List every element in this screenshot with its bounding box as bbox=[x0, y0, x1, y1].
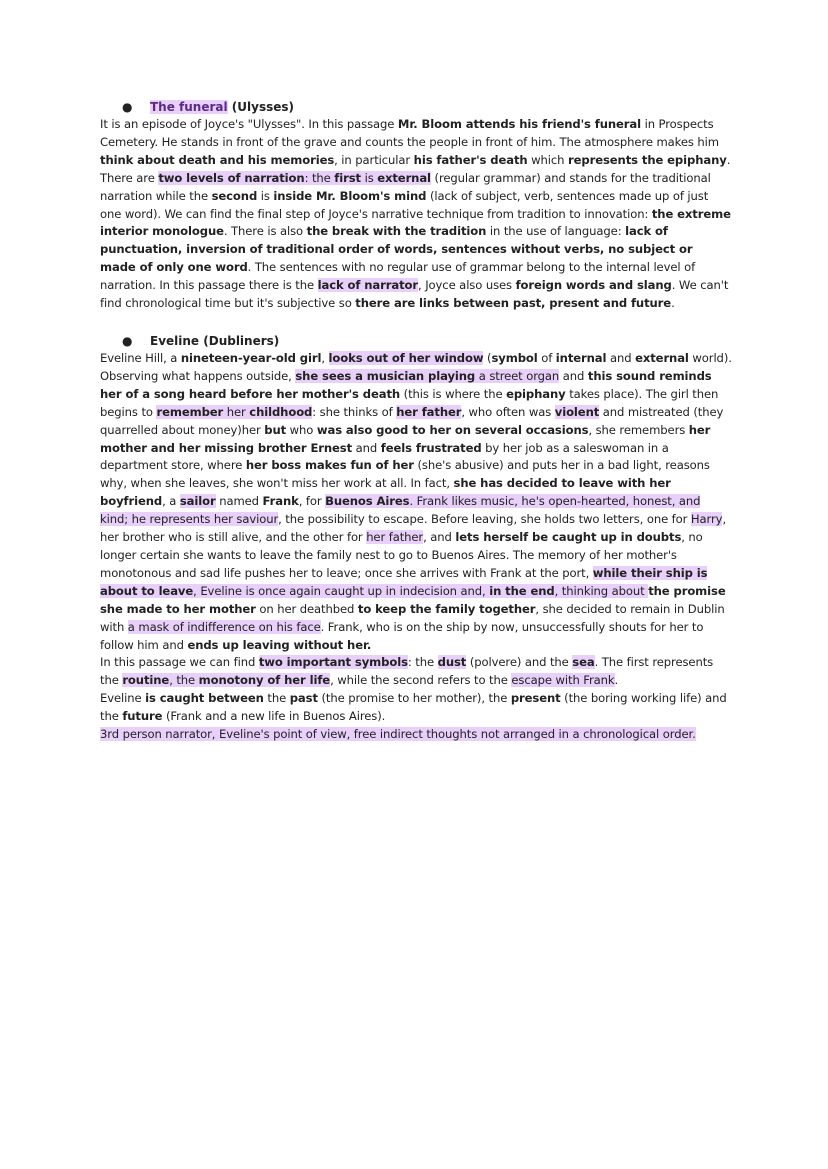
bold-text: past bbox=[289, 691, 318, 706]
highlighted-text: sea bbox=[572, 655, 595, 670]
text-run: takes place). The girl then begins to bbox=[100, 386, 719, 419]
highlighted-text: her bbox=[223, 404, 250, 419]
bullet-icon: ● bbox=[122, 334, 133, 348]
section-body bbox=[100, 116, 732, 313]
text-run: , a bbox=[162, 494, 180, 509]
bold-text: there are links between past, present and future bbox=[355, 296, 672, 311]
highlighted-text: remember bbox=[156, 404, 224, 419]
text-run: , who often was bbox=[461, 404, 555, 419]
bold-text: think about death and his memories bbox=[100, 152, 335, 167]
text-run: . Frank, who is on the ship by now, unsuccessfully shouts for her to follow him and bbox=[100, 619, 704, 652]
text-run: (lack of subject, verb, sentences made up of just one word). We can find the final step of Joyce's narrative technique from tradition to innovation: bbox=[100, 188, 709, 221]
highlighted-text: . Frank likes music, he's open-hearted, honest, and kind; he represents her saviour bbox=[100, 494, 701, 527]
text-run: on her deathbed bbox=[255, 601, 358, 616]
text-run: the bbox=[263, 691, 290, 706]
highlighted-text: dust bbox=[437, 655, 467, 670]
text-run: . There is also bbox=[223, 224, 307, 239]
highlighted-text: lack of narrator bbox=[317, 278, 419, 293]
text-run: Eveline bbox=[100, 691, 146, 706]
bold-text: external bbox=[635, 351, 689, 365]
highlighted-text: , the bbox=[169, 673, 199, 688]
text-run: and bbox=[559, 368, 588, 383]
text-run: Eveline Hill, a bbox=[100, 351, 181, 365]
highlighted-text: violent bbox=[554, 404, 600, 419]
text-run: by her job as a saleswoman in a department store, where bbox=[100, 440, 669, 473]
text-run: (the promise to her mother), the bbox=[317, 691, 511, 706]
highlighted-text: external bbox=[377, 170, 431, 185]
bold-text: lack of punctuation, inversion of traditional order of words, sentences without verbs, no subject or made of only one word bbox=[100, 224, 693, 275]
bold-text: feels frustrated bbox=[380, 440, 482, 455]
highlighted-text: first bbox=[334, 170, 361, 185]
bold-text: her mother and her missing brother Ernest bbox=[100, 422, 711, 455]
text-run: world). Observing what happens outside, bbox=[100, 351, 732, 383]
bold-text: Mr. Bloom attends his friend's funeral bbox=[397, 117, 641, 131]
highlighted-text: two important symbols bbox=[258, 655, 408, 670]
bold-text: but bbox=[264, 422, 287, 437]
text-run: , no longer certain she wants to leave the family nest to go to Buenos Aires. The memory of her mother's monotonous and sad life pushes her to leave; once she arrives with Frank at the port, bbox=[100, 530, 703, 580]
bold-text: inside Mr. Bloom's mind bbox=[273, 188, 427, 203]
text-run: , the possibility to escape. Before leaving, she holds two letters, one for bbox=[278, 512, 691, 527]
highlighted-text: routine bbox=[122, 673, 170, 688]
text-run: and bbox=[606, 351, 636, 365]
bold-text: is caught between bbox=[145, 691, 264, 706]
text-run: in Prospects Cemetery. He stands in front of the grave and counts the people in front of him. The atmosphere makes him bbox=[100, 117, 719, 149]
text-run: (regular grammar) and stands for the traditional narration while the bbox=[100, 170, 711, 203]
bold-text: the promise she made to her mother bbox=[100, 583, 726, 616]
bold-text: this sound reminds her of a song heard before her mother's death bbox=[100, 368, 712, 401]
bold-text: was also good to her on several occasions bbox=[316, 422, 589, 437]
highlighted-text: her father bbox=[396, 404, 462, 419]
text-run: (the boring working life) and the bbox=[100, 691, 727, 724]
text-run: , she decided to remain in Dublin with bbox=[100, 601, 725, 634]
text-run: (polvere) and the bbox=[466, 655, 573, 670]
text-run: is bbox=[257, 188, 274, 203]
highlighted-text: is bbox=[360, 170, 378, 185]
section-heading bbox=[122, 332, 732, 350]
paragraph bbox=[100, 654, 732, 690]
bold-text: ends up leaving without her. bbox=[187, 637, 372, 652]
highlighted-text: : the bbox=[304, 170, 335, 185]
bold-text: to keep the family together bbox=[357, 601, 536, 616]
text-run: (she's abusive) and puts her in a bad light, reasons why, when she leaves, she won't miss her work at all. In fact, bbox=[100, 458, 710, 491]
text-run: . We can't find chronological time but it's subjective so bbox=[100, 278, 729, 311]
bold-text: present bbox=[510, 691, 561, 706]
text-run: (this is where the bbox=[400, 386, 507, 401]
paragraph bbox=[100, 726, 732, 744]
text-run: , her brother who is still alive, and the other for bbox=[100, 512, 727, 545]
highlighted-text: a street organ bbox=[475, 368, 560, 383]
text-run: , she remembers bbox=[588, 422, 689, 437]
text-run: . The first represents the bbox=[100, 655, 714, 688]
heading-text: (Ulysses) bbox=[227, 100, 295, 114]
highlighted-text: Buenos Aires bbox=[325, 494, 410, 509]
text-run: . There are bbox=[100, 152, 731, 185]
highlighted-text: childhood bbox=[249, 404, 313, 419]
bold-text: symbol bbox=[491, 351, 538, 365]
text-run: , and bbox=[423, 530, 456, 545]
text-run: , bbox=[321, 351, 329, 365]
paragraph bbox=[100, 116, 732, 313]
highlighted-text: , thinking about bbox=[554, 583, 649, 598]
highlighted-text: she sees a musician playing bbox=[295, 368, 476, 383]
section-body bbox=[100, 350, 732, 744]
paragraph bbox=[100, 690, 732, 726]
bold-text: nineteen-year-old girl bbox=[180, 351, 322, 365]
text-run: who bbox=[286, 422, 317, 437]
text-run: which bbox=[527, 152, 569, 167]
heading-text: Eveline (Dubliners) bbox=[150, 334, 280, 348]
bold-text: lets herself be caught up in doubts bbox=[455, 530, 682, 545]
text-run: in the use of language: bbox=[486, 224, 626, 239]
text-run: It is an episode of Joyce's "Ulysses". In this passage bbox=[100, 117, 398, 131]
text-run: , in particular bbox=[334, 152, 414, 167]
text-run: , while the second refers to the bbox=[330, 673, 512, 688]
highlighted-text: 3rd person narrator, Eveline's point of view, free indirect thoughts not arranged in a chronological order. bbox=[100, 727, 696, 742]
highlighted-text: her father bbox=[366, 530, 424, 545]
bold-text: represents the epiphany bbox=[568, 152, 727, 167]
section-heading bbox=[122, 98, 732, 116]
bullet-icon: ● bbox=[122, 100, 133, 114]
text-run: and bbox=[352, 440, 381, 455]
text-run: and mistreated (they quarrelled about money)her bbox=[100, 404, 724, 437]
text-run: In this passage we can find bbox=[100, 655, 259, 670]
bold-text: the extreme interior monologue bbox=[100, 206, 731, 239]
bold-text: the break with the tradition bbox=[306, 224, 487, 239]
heading-highlight: The funeral bbox=[150, 100, 228, 114]
text-run: : she thinks of bbox=[312, 404, 397, 419]
highlighted-text: Harry bbox=[690, 512, 723, 527]
bold-text: future bbox=[122, 709, 163, 724]
highlighted-text: , Eveline is once again caught up in indecision and, bbox=[193, 583, 490, 598]
text-run: , Joyce also uses bbox=[418, 278, 516, 293]
bold-text: internal bbox=[555, 351, 607, 365]
paragraph bbox=[100, 350, 732, 654]
highlighted-text: a mask of indifference on his face bbox=[127, 619, 321, 634]
text-run: . bbox=[671, 296, 675, 311]
highlighted-text: two levels of narration bbox=[158, 170, 305, 185]
text-run: : the bbox=[407, 655, 438, 670]
text-run: . The sentences with no regular use of grammar belong to the internal level of narration. In this passage there is the bbox=[100, 260, 696, 293]
section-the-funeral bbox=[100, 98, 732, 313]
highlighted-text: looks out of her window bbox=[328, 351, 484, 365]
text-run: of bbox=[537, 351, 556, 365]
text-run: . bbox=[614, 673, 619, 688]
text-run: named bbox=[215, 494, 263, 509]
bold-text: she has decided to leave with her boyfriend bbox=[100, 476, 671, 509]
highlighted-text: sailor bbox=[179, 494, 216, 509]
bold-text: epiphany bbox=[506, 386, 566, 401]
text-run: ( bbox=[483, 351, 492, 365]
highlighted-text: escape with Frank bbox=[511, 673, 615, 688]
bold-text: foreign words and slang bbox=[515, 278, 672, 293]
bold-text: Frank bbox=[262, 494, 299, 509]
bold-text: his father's death bbox=[413, 152, 528, 167]
text-run: (Frank and a new life in Buenos Aires). bbox=[162, 709, 386, 724]
highlighted-text: in the end bbox=[489, 583, 555, 598]
bold-text: her boss makes fun of her bbox=[245, 458, 414, 473]
highlighted-text: monotony of her life bbox=[198, 673, 331, 688]
highlighted-text: while their ship is about to leave bbox=[100, 565, 708, 598]
text-run: , for bbox=[298, 494, 326, 509]
bold-text: second bbox=[211, 188, 258, 203]
section-eveline bbox=[100, 332, 732, 744]
